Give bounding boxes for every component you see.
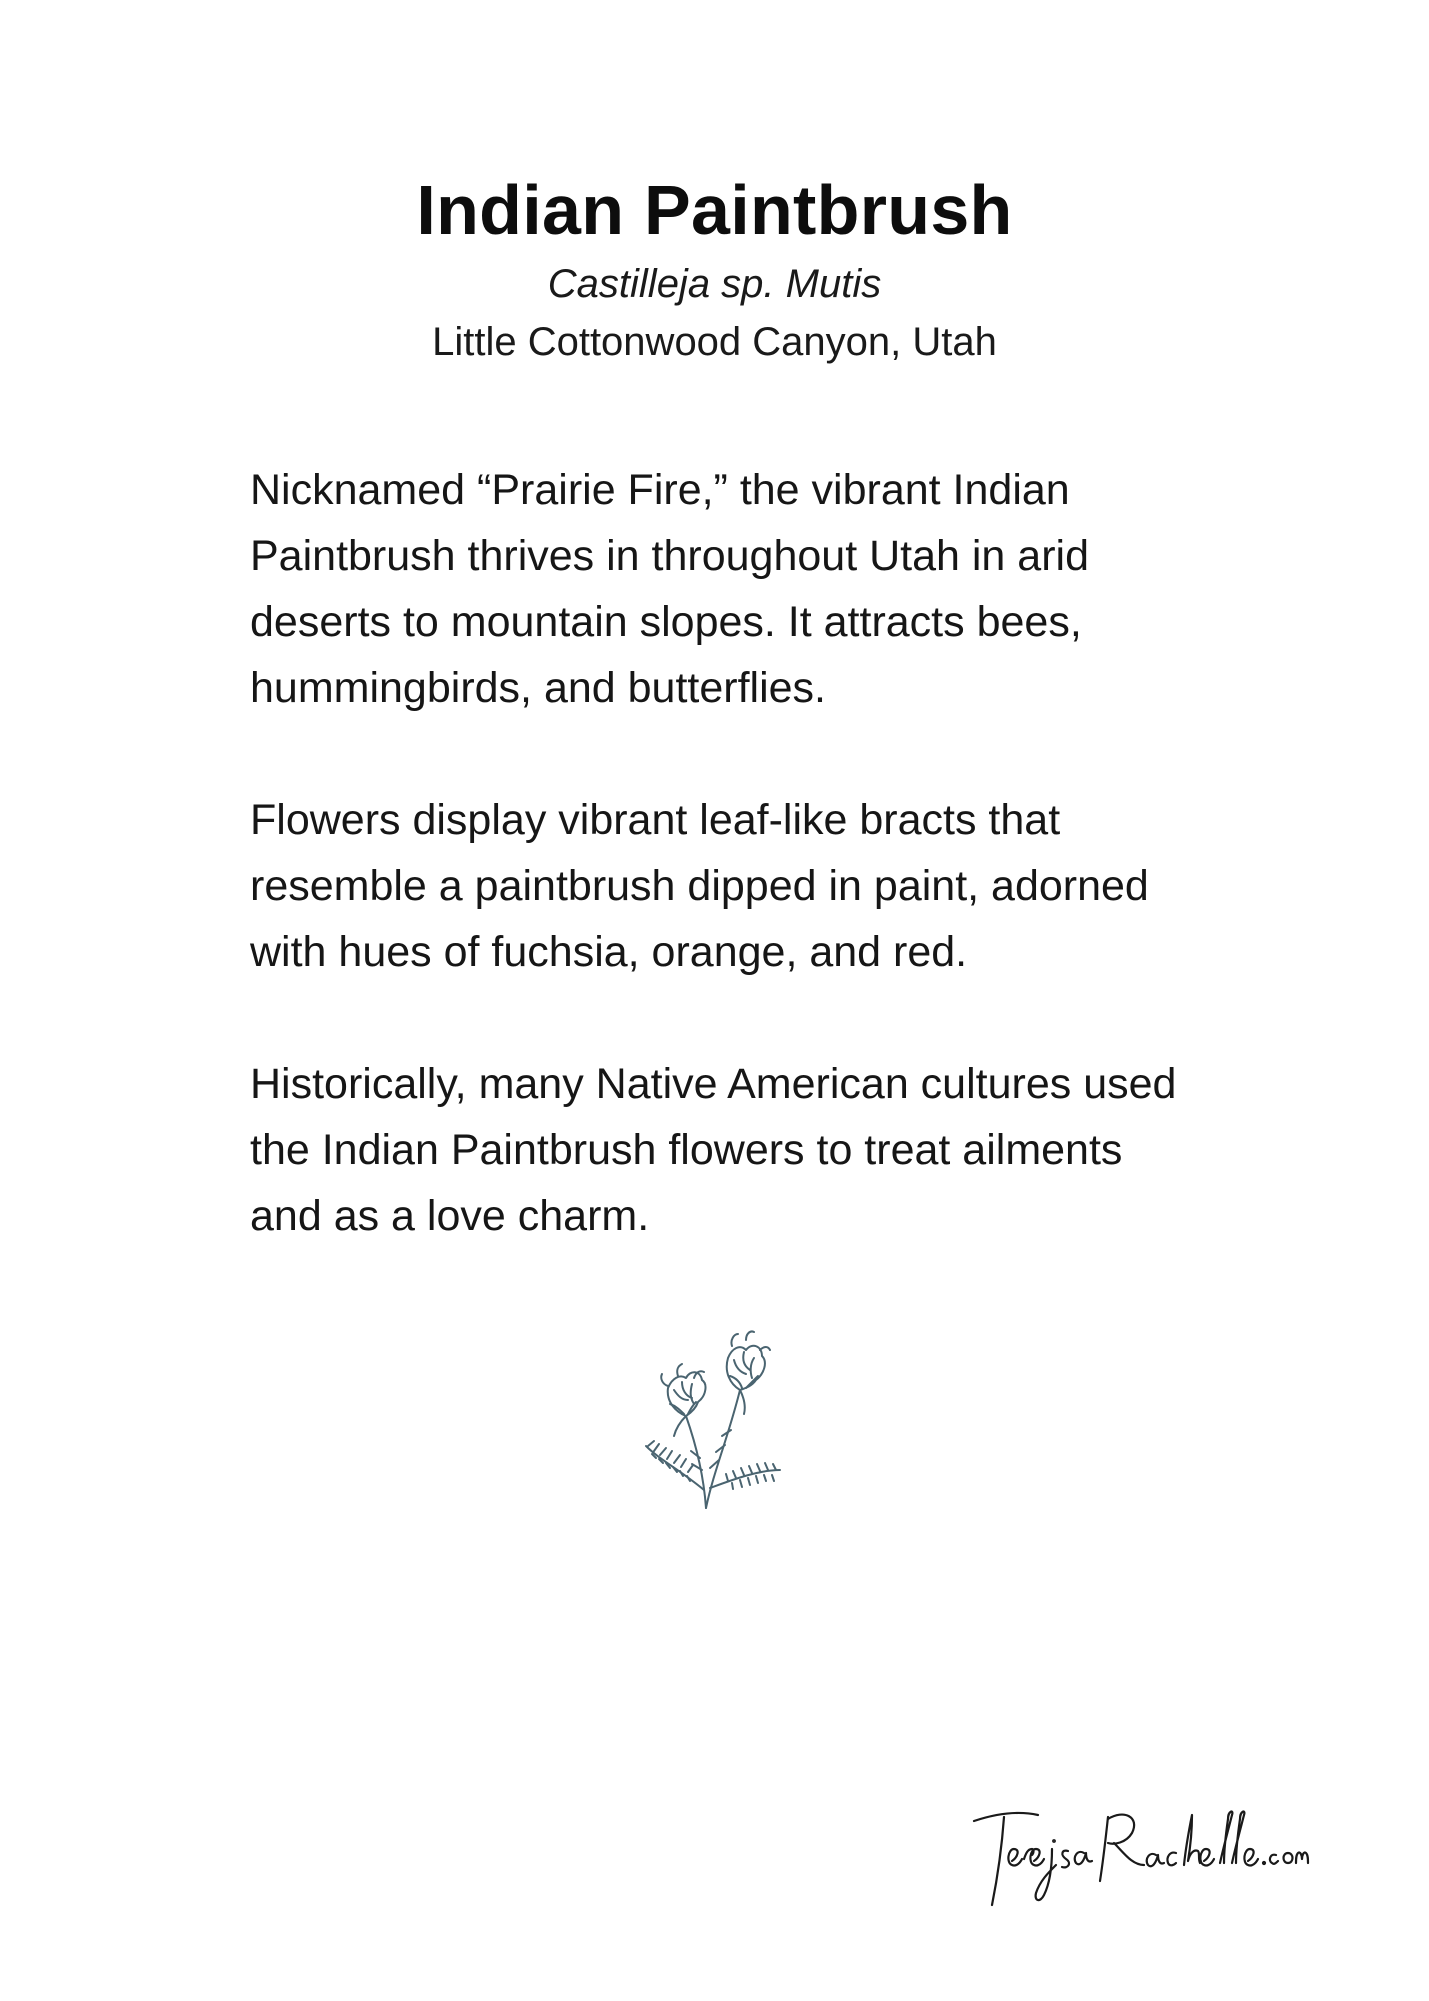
paragraph-history: Historically, many Native American cultures used the Indian Paintbrush flowers to treat ailments and as a love charm. [250, 1060, 1177, 1240]
signature-logo [968, 1795, 1318, 1915]
page-title: Indian Paintbrush [416, 171, 1013, 249]
scientific-name: Castilleja sp. Mutis [547, 262, 882, 306]
location-text: Little Cottonwood Canyon, Utah [432, 320, 997, 364]
paragraph-nickname: Nicknamed “Prairie Fire,” the vibrant Indian Paintbrush thrives in throughout Utah in arid deserts to mountain slopes. It attracts bees, hummingbirds, and butterflies. [250, 466, 1089, 712]
paintbrush-flower-icon [640, 1320, 800, 1510]
description-body [250, 457, 1330, 1315]
paragraph-flowers: Flowers display vibrant leaf-like bracts that resemble a paintbrush dipped in paint, adorned with hues of fuchsia, orange, and red. [250, 796, 1149, 976]
document-header [0, 168, 1429, 372]
